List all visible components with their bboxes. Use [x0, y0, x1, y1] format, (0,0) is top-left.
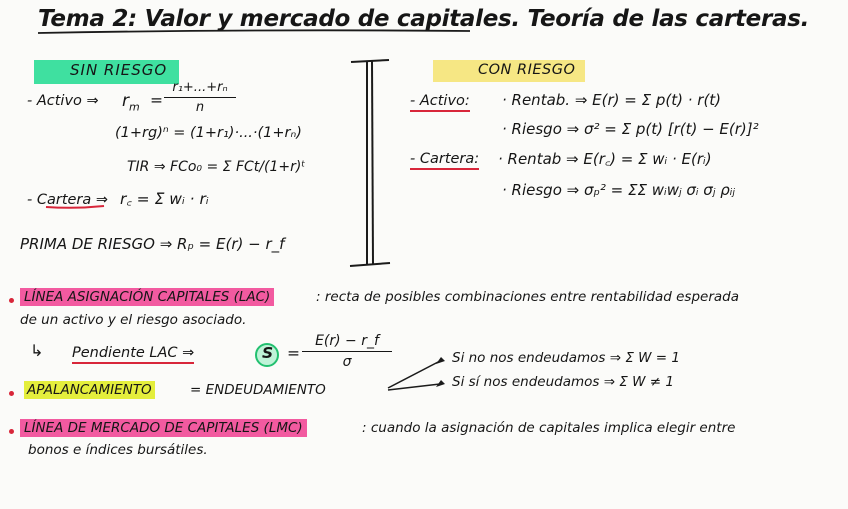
rm-equals: = [150, 91, 163, 109]
apalancamiento-eq: = ENDEUDAMIENTO [190, 382, 326, 398]
sharpe-fraction [302, 333, 392, 370]
cartera-rentabilidad: · Rentab ⇒ E(r꜀) = Σ wᵢ · E(rᵢ) [498, 150, 712, 168]
si-endeudamos: Si sí nos endeudamos ⇒ Σ W ≠ 1 [452, 374, 674, 390]
con-riesgo-activo-label: - Activo: [410, 94, 470, 109]
lmc-term: LÍNEA DE MERCADO DE CAPITALES (LMC) [20, 422, 307, 436]
lac-description-2: de un activo y el riesgo asociado. [20, 312, 247, 328]
sin-riesgo-cartera-formula: r꜀ = Σ wᵢ · rᵢ [120, 190, 209, 208]
s-symbol: S [262, 344, 274, 362]
lac-pendiente: Pendiente LAC ⇒ [72, 346, 194, 361]
divider-stem-right [372, 61, 373, 265]
lmc-description-1: : cuando la asignación de capitales implica elegir entre [362, 420, 736, 436]
cartera-riesgo: · Riesgo ⇒ σₚ² = ΣΣ wᵢwⱼ σᵢ σⱼ ρᵢⱼ [502, 181, 736, 199]
sin-riesgo-activo-label: - Activo ⇒ [27, 93, 99, 109]
s-equals: = [287, 344, 300, 362]
apalancamiento-bullet [9, 391, 14, 396]
geometric-mean-formula: (1+rg)ⁿ = (1+r₁)·...·(1+rₙ) [115, 125, 302, 141]
sin-riesgo-header: SIN RIESGO [70, 61, 168, 79]
sharpe-denominator: σ [342, 354, 352, 370]
apalancamiento-term: APALANCAMIENTO [24, 384, 155, 398]
prima-riesgo: PRIMA DE RIESGO ⇒ Rₚ = E(r) − r_f [20, 235, 285, 253]
activo-riesgo: · Riesgo ⇒ σ² = Σ p(t) [r(t) − E(r)]² [502, 120, 759, 138]
tir-formula: TIR ⇒ FCo₀ = Σ FCt/(1+r)ᵗ [127, 159, 306, 175]
rm-fraction [164, 80, 236, 115]
arrow-up-head [436, 357, 445, 364]
divider-bottom [350, 263, 390, 266]
page-title: Tema 2: Valor y mercado de capitales. Teoría de las carteras. [38, 6, 810, 32]
con-riesgo-header: CON RIESGO [478, 62, 576, 78]
no-endeudamos: Si no nos endeudamos ⇒ Σ W = 1 [452, 350, 680, 366]
lac-bullet [9, 298, 14, 303]
arrow-down [388, 384, 440, 390]
sharpe-numerator: E(r) − r_f [302, 333, 392, 352]
arrow-down-head [436, 380, 445, 387]
lac-description-1: : recta de posibles combinaciones entre rentabilidad esperada [316, 289, 739, 305]
rm-denominator: n [195, 100, 205, 115]
divider-top [351, 60, 389, 62]
lmc-description-2: bonos e índices bursátiles. [28, 442, 208, 458]
arrow-up [388, 361, 440, 388]
rm-symbol: $r_m$ [122, 91, 140, 114]
lac-term: LÍNEA ASIGNACIÓN CAPITALES (LAC) [20, 291, 274, 305]
lac-arrow-icon: ↳ [30, 341, 44, 360]
lmc-bullet [9, 429, 14, 434]
activo-rentabilidad: · Rentab. ⇒ E(r) = Σ p(t) · r(t) [502, 91, 722, 109]
con-riesgo-cartera-label: - Cartera: [410, 152, 479, 167]
sin-riesgo-cartera-label: - Cartera ⇒ [27, 192, 109, 208]
rm-numerator: r₁+...+rₙ [164, 80, 236, 98]
